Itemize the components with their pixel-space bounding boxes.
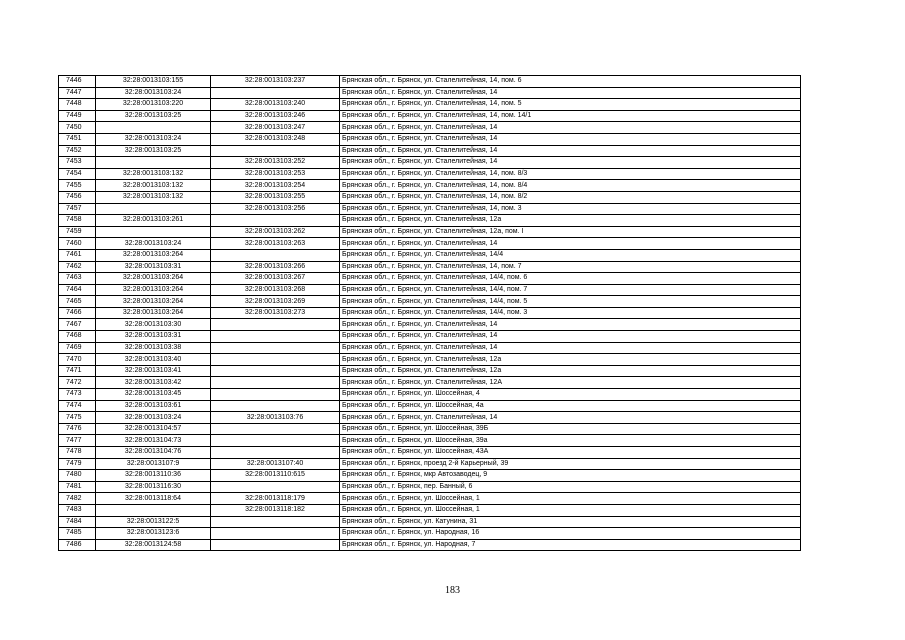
table-row — [59, 365, 801, 377]
table-row — [59, 516, 801, 528]
address-cell: Брянская обл., г. Брянск, ул. Сталелитейная, 14 — [340, 122, 801, 134]
row-number-cell: 7456 — [59, 191, 96, 203]
cadastral-number-object-cell — [211, 389, 340, 401]
cadastral-number-object-cell — [211, 400, 340, 412]
table-body — [59, 76, 801, 551]
cadastral-number-object-cell — [211, 365, 340, 377]
address-cell: Брянская обл., г. Брянск, ул. Сталелитейная, 14, пом. 8/3 — [340, 168, 801, 180]
row-number-cell: 7470 — [59, 354, 96, 366]
address-cell: Брянская обл., г. Брянск, ул. Шоссейная, 4 — [340, 389, 801, 401]
cadastral-number-object-cell: 32:28:0013103:266 — [211, 261, 340, 273]
address-cell: Брянская обл., г. Брянск, ул. Сталелитейная, 14, пом. 8/2 — [340, 191, 801, 203]
address-cell: Брянская обл., г. Брянск, ул. Сталелитейная, 14 — [340, 412, 801, 424]
row-number-cell: 7486 — [59, 539, 96, 551]
row-number-cell: 7467 — [59, 319, 96, 331]
cadastral-number-parcel-cell: 32:28:0013103:264 — [96, 307, 211, 319]
row-number-cell: 7457 — [59, 203, 96, 215]
table-row — [59, 504, 801, 516]
address-cell: Брянская обл., г. Брянск, ул. Сталелитейная, 14 — [340, 342, 801, 354]
row-number-cell: 7477 — [59, 435, 96, 447]
cadastral-number-parcel-cell — [96, 203, 211, 215]
table-row — [59, 249, 801, 261]
table-row — [59, 168, 801, 180]
cadastral-number-object-cell — [211, 145, 340, 157]
cadastral-number-parcel-cell: 32:28:0013103:24 — [96, 133, 211, 145]
address-cell: Брянская обл., г. Брянск, ул. Шоссейная, 1 — [340, 493, 801, 505]
address-cell: Брянская обл., г. Брянск, ул. Катунина, 31 — [340, 516, 801, 528]
cadastral-number-object-cell — [211, 331, 340, 343]
cadastral-number-parcel-cell: 32:28:0013103:41 — [96, 365, 211, 377]
cadastral-number-object-cell: 32:28:0013103:256 — [211, 203, 340, 215]
cadastral-number-parcel-cell: 32:28:0013104:73 — [96, 435, 211, 447]
row-number-cell: 7455 — [59, 180, 96, 192]
cadastral-number-parcel-cell: 32:28:0013103:24 — [96, 87, 211, 99]
row-number-cell: 7454 — [59, 168, 96, 180]
table-row — [59, 99, 801, 111]
cadastral-number-object-cell: 32:28:0013103:247 — [211, 122, 340, 134]
table-row — [59, 215, 801, 227]
address-cell: Брянская обл., г. Брянск, ул. Сталелитейная, 12А — [340, 377, 801, 389]
address-cell: Брянская обл., г. Брянск, пер. Банный, 6 — [340, 481, 801, 493]
table-row — [59, 377, 801, 389]
table-row — [59, 400, 801, 412]
address-cell: Брянская обл., г. Брянск, ул. Сталелитейная, 14/4, пом. 7 — [340, 284, 801, 296]
cadastral-number-object-cell: 32:28:0013103:254 — [211, 180, 340, 192]
table-row — [59, 354, 801, 366]
cadastral-number-object-cell: 32:28:0013118:179 — [211, 493, 340, 505]
row-number-cell: 7485 — [59, 528, 96, 540]
cadastral-number-parcel-cell — [96, 122, 211, 134]
cadastral-number-parcel-cell: 32:28:0013103:61 — [96, 400, 211, 412]
address-cell: Брянская обл., г. Брянск, ул. Сталелитейная, 14, пом. 7 — [340, 261, 801, 273]
row-number-cell: 7480 — [59, 470, 96, 482]
cadastral-number-parcel-cell: 32:28:0013122:5 — [96, 516, 211, 528]
address-cell: Брянская обл., г. Брянск, мкр Автозаводец, 9 — [340, 470, 801, 482]
table-row — [59, 389, 801, 401]
table-row — [59, 458, 801, 470]
address-cell: Брянская обл., г. Брянск, ул. Народная, 16 — [340, 528, 801, 540]
row-number-cell: 7473 — [59, 389, 96, 401]
address-cell: Брянская обл., г. Брянск, ул. Сталелитейная, 12а — [340, 365, 801, 377]
table-row — [59, 110, 801, 122]
cadastral-number-parcel-cell — [96, 157, 211, 169]
cadastral-number-object-cell: 32:28:0013107:40 — [211, 458, 340, 470]
table-row — [59, 191, 801, 203]
address-cell: Брянская обл., г. Брянск, ул. Сталелитейная, 14, пом. 14/1 — [340, 110, 801, 122]
cadastral-number-object-cell — [211, 342, 340, 354]
cadastral-number-object-cell: 32:28:0013103:268 — [211, 284, 340, 296]
table-row — [59, 342, 801, 354]
cadastral-number-parcel-cell: 32:28:0013103:264 — [96, 273, 211, 285]
row-number-cell: 7449 — [59, 110, 96, 122]
address-cell: Брянская обл., г. Брянск, ул. Сталелитейная, 14/4, пом. 5 — [340, 296, 801, 308]
table-row — [59, 284, 801, 296]
table-row — [59, 539, 801, 551]
cadastral-number-object-cell: 32:28:0013103:269 — [211, 296, 340, 308]
row-number-cell: 7483 — [59, 504, 96, 516]
cadastral-number-parcel-cell: 32:28:0013103:132 — [96, 168, 211, 180]
address-cell: Брянская обл., г. Брянск, ул. Сталелитейная, 14 — [340, 331, 801, 343]
row-number-cell: 7474 — [59, 400, 96, 412]
address-cell: Брянская обл., г. Брянск, проезд 2-й Карьерный, 39 — [340, 458, 801, 470]
cadastral-number-object-cell: 32:28:0013103:267 — [211, 273, 340, 285]
cadastral-number-parcel-cell: 32:28:0013103:264 — [96, 249, 211, 261]
table-row — [59, 157, 801, 169]
row-number-cell: 7466 — [59, 307, 96, 319]
cadastral-number-object-cell — [211, 87, 340, 99]
row-number-cell: 7451 — [59, 133, 96, 145]
row-number-cell: 7478 — [59, 447, 96, 459]
table-row — [59, 145, 801, 157]
table-row — [59, 203, 801, 215]
row-number-cell: 7448 — [59, 99, 96, 111]
address-cell: Брянская обл., г. Брянск, ул. Сталелитейная, 14, пом. 6 — [340, 76, 801, 88]
cadastral-number-parcel-cell: 32:28:0013103:30 — [96, 319, 211, 331]
address-cell: Брянская обл., г. Брянск, ул. Шоссейная, 4а — [340, 400, 801, 412]
address-cell: Брянская обл., г. Брянск, ул. Сталелитейная, 12а, пом. I — [340, 226, 801, 238]
cadastral-number-object-cell: 32:28:0013103:273 — [211, 307, 340, 319]
cadastral-number-parcel-cell: 32:28:0013123:6 — [96, 528, 211, 540]
cadastral-number-parcel-cell — [96, 504, 211, 516]
table-row — [59, 180, 801, 192]
cadastral-number-parcel-cell: 32:28:0013103:38 — [96, 342, 211, 354]
address-cell: Брянская обл., г. Брянск, ул. Шоссейная, 1 — [340, 504, 801, 516]
cadastral-number-object-cell — [211, 377, 340, 389]
row-number-cell: 7452 — [59, 145, 96, 157]
cadastral-number-object-cell — [211, 528, 340, 540]
row-number-cell: 7469 — [59, 342, 96, 354]
address-cell: Брянская обл., г. Брянск, ул. Сталелитейная, 14/4, пом. 6 — [340, 273, 801, 285]
cadastral-number-parcel-cell: 32:28:0013110:36 — [96, 470, 211, 482]
cadastral-number-object-cell: 32:28:0013118:182 — [211, 504, 340, 516]
address-cell: Брянская обл., г. Брянск, ул. Сталелитейная, 14 — [340, 319, 801, 331]
address-cell: Брянская обл., г. Брянск, ул. Сталелитейная, 14 — [340, 157, 801, 169]
row-number-cell: 7472 — [59, 377, 96, 389]
cadastral-number-object-cell: 32:28:0013103:246 — [211, 110, 340, 122]
table-row — [59, 331, 801, 343]
row-number-cell: 7459 — [59, 226, 96, 238]
table-row — [59, 319, 801, 331]
cadastral-number-parcel-cell: 32:28:0013103:132 — [96, 180, 211, 192]
cadastral-number-object-cell — [211, 423, 340, 435]
cadastral-number-parcel-cell: 32:28:0013104:76 — [96, 447, 211, 459]
cadastral-number-object-cell: 32:28:0013103:255 — [211, 191, 340, 203]
cadastral-number-parcel-cell: 32:28:0013116:30 — [96, 481, 211, 493]
table-row — [59, 261, 801, 273]
cadastral-number-object-cell — [211, 481, 340, 493]
table-row — [59, 226, 801, 238]
table-row — [59, 133, 801, 145]
cadastral-number-object-cell: 32:28:0013103:76 — [211, 412, 340, 424]
row-number-cell: 7446 — [59, 76, 96, 88]
address-cell: Брянская обл., г. Брянск, ул. Сталелитейная, 14 — [340, 133, 801, 145]
cadastral-number-object-cell — [211, 539, 340, 551]
cadastral-number-parcel-cell: 32:28:0013104:57 — [96, 423, 211, 435]
cadastral-number-parcel-cell: 32:28:0013103:31 — [96, 331, 211, 343]
row-number-cell: 7479 — [59, 458, 96, 470]
row-number-cell: 7468 — [59, 331, 96, 343]
cadastral-number-parcel-cell: 32:28:0013124:58 — [96, 539, 211, 551]
cadastral-number-parcel-cell: 32:28:0013103:45 — [96, 389, 211, 401]
table-row — [59, 493, 801, 505]
cadastral-number-object-cell: 32:28:0013103:237 — [211, 76, 340, 88]
address-cell: Брянская обл., г. Брянск, ул. Шоссейная, 39Б — [340, 423, 801, 435]
cadastral-number-parcel-cell: 32:28:0013118:64 — [96, 493, 211, 505]
row-number-cell: 7464 — [59, 284, 96, 296]
row-number-cell: 7453 — [59, 157, 96, 169]
row-number-cell: 7471 — [59, 365, 96, 377]
address-cell: Брянская обл., г. Брянск, ул. Сталелитейная, 14, пом. 5 — [340, 99, 801, 111]
cadastral-number-parcel-cell: 32:28:0013103:25 — [96, 145, 211, 157]
cadastral-number-object-cell — [211, 354, 340, 366]
table-row — [59, 307, 801, 319]
page-number: 183 — [445, 585, 460, 596]
cadastral-number-parcel-cell: 32:28:0013103:264 — [96, 284, 211, 296]
cadastral-number-parcel-cell: 32:28:0013103:25 — [96, 110, 211, 122]
cadastral-number-parcel-cell: 32:28:0013103:155 — [96, 76, 211, 88]
row-number-cell: 7465 — [59, 296, 96, 308]
row-number-cell: 7460 — [59, 238, 96, 250]
cadastral-number-object-cell: 32:28:0013103:252 — [211, 157, 340, 169]
table-row — [59, 481, 801, 493]
address-cell: Брянская обл., г. Брянск, ул. Сталелитейная, 14, пом. 8/4 — [340, 180, 801, 192]
cadastral-number-object-cell — [211, 516, 340, 528]
cadastral-number-object-cell: 32:28:0013103:262 — [211, 226, 340, 238]
row-number-cell: 7450 — [59, 122, 96, 134]
address-cell: Брянская обл., г. Брянск, ул. Сталелитейная, 14, пом. 3 — [340, 203, 801, 215]
address-cell: Брянская обл., г. Брянск, ул. Народная, 7 — [340, 539, 801, 551]
address-cell: Брянская обл., г. Брянск, ул. Сталелитейная, 14 — [340, 87, 801, 99]
address-cell: Брянская обл., г. Брянск, ул. Сталелитейная, 12а — [340, 215, 801, 227]
cadastral-number-object-cell — [211, 249, 340, 261]
row-number-cell: 7447 — [59, 87, 96, 99]
address-cell: Брянская обл., г. Брянск, ул. Сталелитейная, 14/4, пом. 3 — [340, 307, 801, 319]
cadastral-number-parcel-cell: 32:28:0013107:9 — [96, 458, 211, 470]
row-number-cell: 7462 — [59, 261, 96, 273]
table-row — [59, 423, 801, 435]
cadastral-number-parcel-cell: 32:28:0013103:220 — [96, 99, 211, 111]
cadastral-number-parcel-cell: 32:28:0013103:261 — [96, 215, 211, 227]
row-number-cell: 7484 — [59, 516, 96, 528]
cadastral-number-parcel-cell: 32:28:0013103:42 — [96, 377, 211, 389]
table-row — [59, 528, 801, 540]
cadastral-number-parcel-cell: 32:28:0013103:132 — [96, 191, 211, 203]
cadastral-number-object-cell — [211, 447, 340, 459]
row-number-cell: 7463 — [59, 273, 96, 285]
cadastral-number-object-cell: 32:28:0013103:263 — [211, 238, 340, 250]
cadastral-number-parcel-cell: 32:28:0013103:24 — [96, 238, 211, 250]
address-cell: Брянская обл., г. Брянск, ул. Сталелитейная, 12а — [340, 354, 801, 366]
table-row — [59, 470, 801, 482]
cadastral-number-parcel-cell: 32:28:0013103:31 — [96, 261, 211, 273]
table-row — [59, 238, 801, 250]
row-number-cell: 7476 — [59, 423, 96, 435]
row-number-cell: 7482 — [59, 493, 96, 505]
table-row — [59, 296, 801, 308]
cadastral-number-parcel-cell: 32:28:0013103:264 — [96, 296, 211, 308]
address-cell: Брянская обл., г. Брянск, ул. Сталелитейная, 14 — [340, 145, 801, 157]
cadastral-number-object-cell — [211, 435, 340, 447]
address-cell: Брянская обл., г. Брянск, ул. Сталелитейная, 14 — [340, 238, 801, 250]
row-number-cell: 7475 — [59, 412, 96, 424]
cadastral-number-parcel-cell — [96, 226, 211, 238]
table-row — [59, 273, 801, 285]
cadastral-number-object-cell — [211, 319, 340, 331]
row-number-cell: 7458 — [59, 215, 96, 227]
cadastral-number-object-cell: 32:28:0013110:615 — [211, 470, 340, 482]
cadastral-table — [58, 75, 801, 551]
address-cell: Брянская обл., г. Брянск, ул. Шоссейная, 43А — [340, 447, 801, 459]
row-number-cell: 7461 — [59, 249, 96, 261]
row-number-cell: 7481 — [59, 481, 96, 493]
table-row — [59, 76, 801, 88]
table-row — [59, 412, 801, 424]
table-row — [59, 122, 801, 134]
table-row — [59, 87, 801, 99]
cadastral-number-object-cell — [211, 215, 340, 227]
cadastral-number-object-cell: 32:28:0013103:248 — [211, 133, 340, 145]
address-cell: Брянская обл., г. Брянск, ул. Сталелитейная, 14/4 — [340, 249, 801, 261]
table-row — [59, 435, 801, 447]
cadastral-number-object-cell: 32:28:0013103:240 — [211, 99, 340, 111]
address-cell: Брянская обл., г. Брянск, ул. Шоссейная, 39а — [340, 435, 801, 447]
cadastral-number-parcel-cell: 32:28:0013103:40 — [96, 354, 211, 366]
cadastral-number-object-cell: 32:28:0013103:253 — [211, 168, 340, 180]
table-row — [59, 447, 801, 459]
cadastral-number-parcel-cell: 32:28:0013103:24 — [96, 412, 211, 424]
